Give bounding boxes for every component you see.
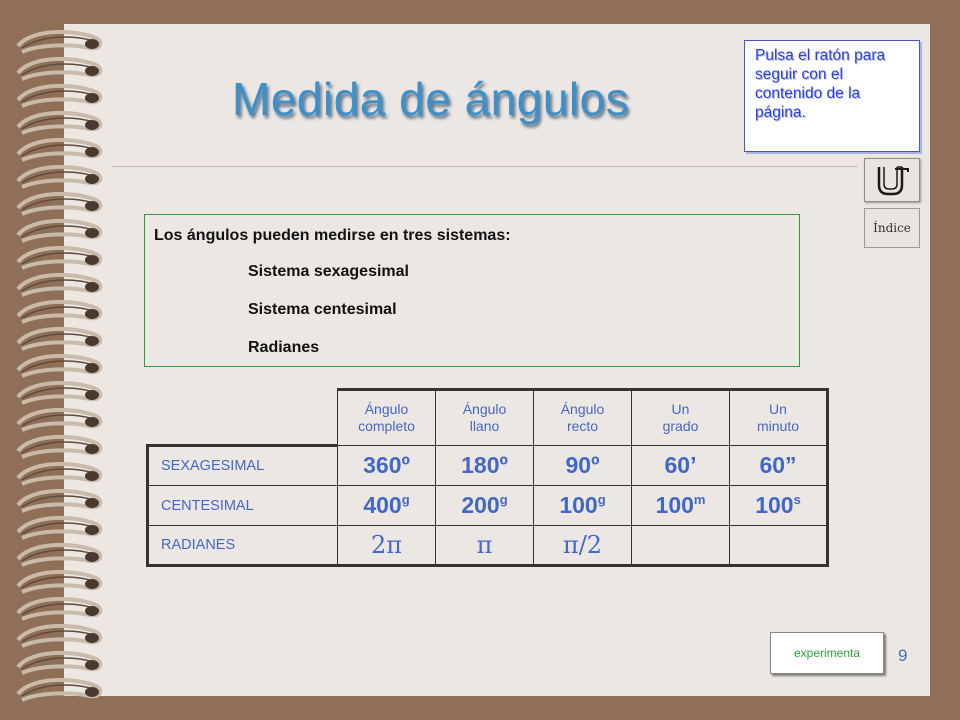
table-cell: 360º [338, 446, 436, 486]
table-cell [632, 526, 730, 566]
row-label-radianes: RADIANES [148, 526, 338, 566]
page-number: 9 [898, 646, 908, 665]
angle-table [146, 388, 829, 567]
u-turn-arrow-icon [873, 163, 911, 197]
table-cell: 100$^m$ [632, 486, 730, 526]
index-button[interactable]: Índice [864, 208, 920, 248]
header-angulo-llano: Ángulo llano [436, 390, 534, 446]
system-item-centesimal: Sistema centesimal [248, 301, 397, 318]
title-divider [112, 166, 858, 167]
system-item-radianes: Radianes [248, 339, 320, 356]
back-button[interactable] [864, 158, 920, 202]
table-cell: 200$^g$ [436, 486, 534, 526]
table-cell: 180º [436, 446, 534, 486]
table-row [148, 446, 828, 486]
header-angulo-recto: Ángulo recto [534, 390, 632, 446]
row-label-sexagesimal: SEXAGESIMAL [148, 446, 338, 486]
spiral-binding [0, 0, 130, 720]
table-cell: π [436, 526, 534, 566]
table-cell: 100$^s$ [730, 486, 828, 526]
experiment-button[interactable]: experimenta [770, 632, 884, 674]
table-corner [148, 390, 338, 446]
table-cell: π/2 [534, 526, 632, 566]
table-cell [730, 526, 828, 566]
table-cell: 2π [338, 526, 436, 566]
table-cell: 90º [534, 446, 632, 486]
instruction-box[interactable]: Pulsa el ratón para seguir con el contenido de la página. [744, 40, 920, 152]
table-cell: 100$^g$ [534, 486, 632, 526]
row-label-centesimal: CENTESIMAL [148, 486, 338, 526]
header-un-grado: Un grado [632, 390, 730, 446]
table-cell: 60” [730, 446, 828, 486]
table-row [148, 486, 828, 526]
systems-intro: Los ángulos pueden medirse en tres sistemas: [154, 227, 511, 244]
system-item-sexagesimal: Sistema sexagesimal [248, 263, 409, 280]
header-angulo-completo: Ángulo completo [338, 390, 436, 446]
page-title: Medida de ángulos [232, 73, 630, 125]
table-cell: 400$^g$ [338, 486, 436, 526]
systems-box [144, 214, 800, 367]
header-un-minuto: Un minuto [730, 390, 828, 446]
table-cell: 60’ [632, 446, 730, 486]
table-row [148, 526, 828, 566]
